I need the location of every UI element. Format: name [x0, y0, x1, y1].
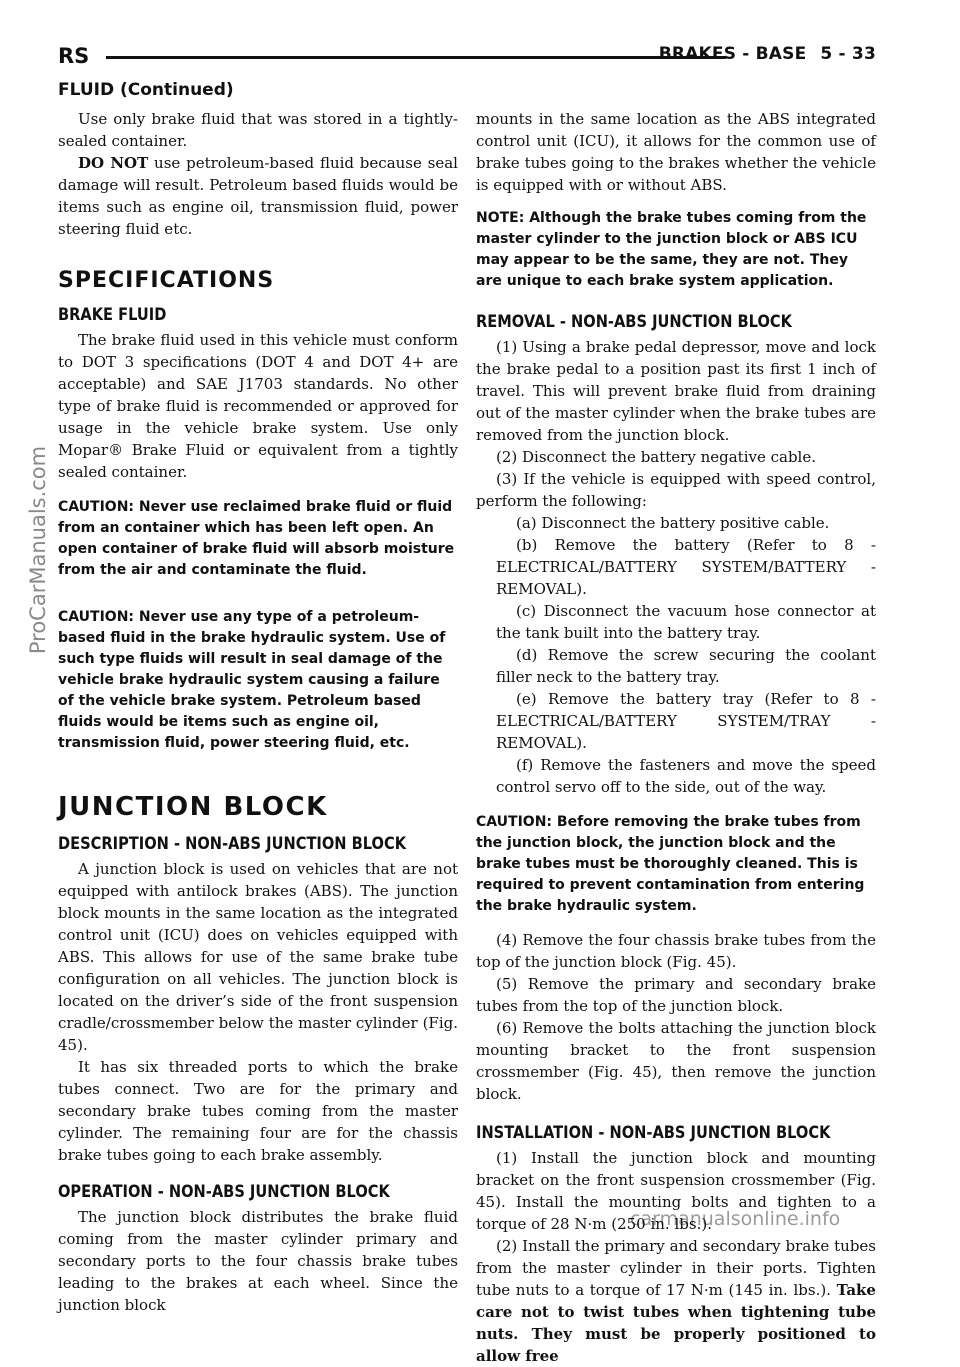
header-rule: [106, 56, 726, 59]
left-column: [58, 108, 458, 1316]
paragraph: Use only brake fluid that was stored in a tightly-sealed container.: [58, 110, 458, 150]
step: (1) Using a brake pedal depressor, move and lock the brake pedal to a position past its first 1 inch of travel. This will prevent brake fluid from draining out of the master cylinder when the brake tubes are removed from the junction block.: [476, 338, 876, 444]
step: (5) Remove the primary and secondary brake tubes from the top of the junction block.: [476, 975, 876, 1015]
section-page-label: [645, 44, 876, 64]
step: (2) Disconnect the battery negative cable.: [496, 448, 817, 466]
paragraph: [58, 152, 458, 240]
paragraph: The brake fluid used in this vehicle must conform to DOT 3 specifications (DOT 4 and DOT 4+ are acceptable) and SAE J1703 standards. No other type of brake fluid is recommended or approved for usage in the vehicle brake system. Use only Mopar® Brake Fluid or equivalent from a tightly sealed container.: [58, 331, 458, 481]
continued-heading: FLUID (Continued): [58, 80, 234, 100]
step-text: (2) Install the primary and secondary brake tubes from the master cylinder in their ports. Tighten tube nuts to a torque of 17 N·m (145 in. lbs.).: [476, 1237, 876, 1299]
step: (4) Remove the four chassis brake tubes from the top of the junction block (Fig. 45).: [476, 931, 876, 971]
description-heading: DESCRIPTION - NON-ABS JUNCTION BLOCK: [58, 834, 407, 854]
manual-code: RS: [58, 44, 90, 68]
note-text: NOTE: Although the brake tubes coming from the master cylinder to the junction block or ABS ICU may appear to be the same, they are not. They are unique to each brake system application.: [476, 210, 867, 289]
substep: (c) Disconnect the vacuum hose connector at the tank built into the battery tray.: [496, 602, 876, 642]
substep: (d) Remove the screw securing the coolant filler neck to the battery tray.: [496, 646, 876, 686]
specifications-heading: SPECIFICATIONS: [58, 268, 275, 293]
paragraph: A junction block is used on vehicles that are not equipped with antilock brakes (ABS). The junction block mounts in the same location as the integrated control unit (ICU) does on vehicles equipped with ABS. This allows for use of the same brake tube configuration on all vehicles. The junction block is located on the driver’s side of the front suspension cradle/crossmember below the master cylinder (Fig. 45).: [58, 860, 458, 1054]
caution-note: CAUTION: Never use reclaimed brake fluid or fluid from an container which has been left open. An open container of brake fluid will absorb moisture from the air and contaminate the fluid.: [58, 499, 455, 578]
substep: (e) Remove the battery tray (Refer to 8 - ELECTRICAL/BATTERY SYSTEM/TRAY - REMOVAL).: [496, 690, 876, 752]
caution-note: CAUTION: Never use any type of a petroleum-based fluid in the brake hydraulic system. Use of such type fluids will result in seal damage of the vehicle brake hydraulic system causing a failure of the vehicle brake system. Petroleum based fluids would be items such as engine oil, transmission fluid, power steering fluid, etc.: [58, 609, 446, 751]
removal-heading: REMOVAL - NON-ABS JUNCTION BLOCK: [476, 312, 792, 332]
junction-block-heading: JUNCTION BLOCK: [58, 792, 328, 822]
paragraph: It has six threaded ports to which the brake tubes connect. Two are for the primary and secondary brake tubes coming from the master cylinder. The remaining four are for the chassis brake tubes going to each brake assembly.: [58, 1058, 458, 1164]
paragraph: The junction block distributes the brake fluid coming from the master cylinder primary and secondary ports to the four chassis brake tubes leading to the brakes at each wheel. Since the junction block: [58, 1208, 458, 1314]
paragraph-text: use petroleum-based fluid because seal damage will result. Petroleum based fluids would be items such as engine oil, transmission fluid, power steering fluid etc.: [58, 154, 458, 238]
paragraph: mounts in the same location as the ABS integrated control unit (ICU), it allows for the common use of brake tubes going to the brakes whether the vehicle is equipped with or without ABS.: [476, 110, 876, 194]
side-watermark: ProCarManuals.com: [26, 445, 50, 655]
substep: (f) Remove the fasteners and move the speed control servo off to the side, out of the way.: [496, 756, 876, 796]
step: [476, 1235, 876, 1367]
bold-text: Take care not to twist tubes when tightening tube nuts. They must be properly positioned to allow free: [476, 1281, 876, 1365]
step: (1) Install the junction block and mounting bracket on the front suspension crossmember (Fig. 45). Install the mounting bolts and tighten to a torque of 28 N·m (250 in. lbs.).: [476, 1149, 876, 1233]
page-header: [58, 44, 876, 74]
step: (3) If the vehicle is equipped with speed control, perform the following:: [476, 470, 876, 510]
page-number: 5 - 33: [820, 44, 876, 64]
installation-heading: INSTALLATION - NON-ABS JUNCTION BLOCK: [476, 1123, 831, 1143]
right-column: [476, 108, 876, 1367]
substep: (a) Disconnect the battery positive cable.: [516, 514, 830, 532]
footer-watermark: carmanualsonline.info: [630, 1208, 841, 1230]
section-name: BRAKES - BASE: [658, 44, 807, 64]
bold-text: DO NOT: [78, 154, 149, 172]
caution-note: CAUTION: Before removing the brake tubes from the junction block, the junction block and the brake tubes must be thoroughly cleaned. This is required to prevent contamination from entering the brake hydraulic system.: [476, 814, 865, 914]
substep: (b) Remove the battery (Refer to 8 - ELECTRICAL/BATTERY SYSTEM/BATTERY - REMOVAL).: [496, 536, 876, 598]
step: (6) Remove the bolts attaching the junction block mounting bracket to the front suspension crossmember (Fig. 45), then remove the junction block.: [476, 1019, 876, 1103]
operation-heading: OPERATION - NON-ABS JUNCTION BLOCK: [58, 1182, 390, 1202]
brake-fluid-heading: BRAKE FLUID: [58, 305, 167, 325]
